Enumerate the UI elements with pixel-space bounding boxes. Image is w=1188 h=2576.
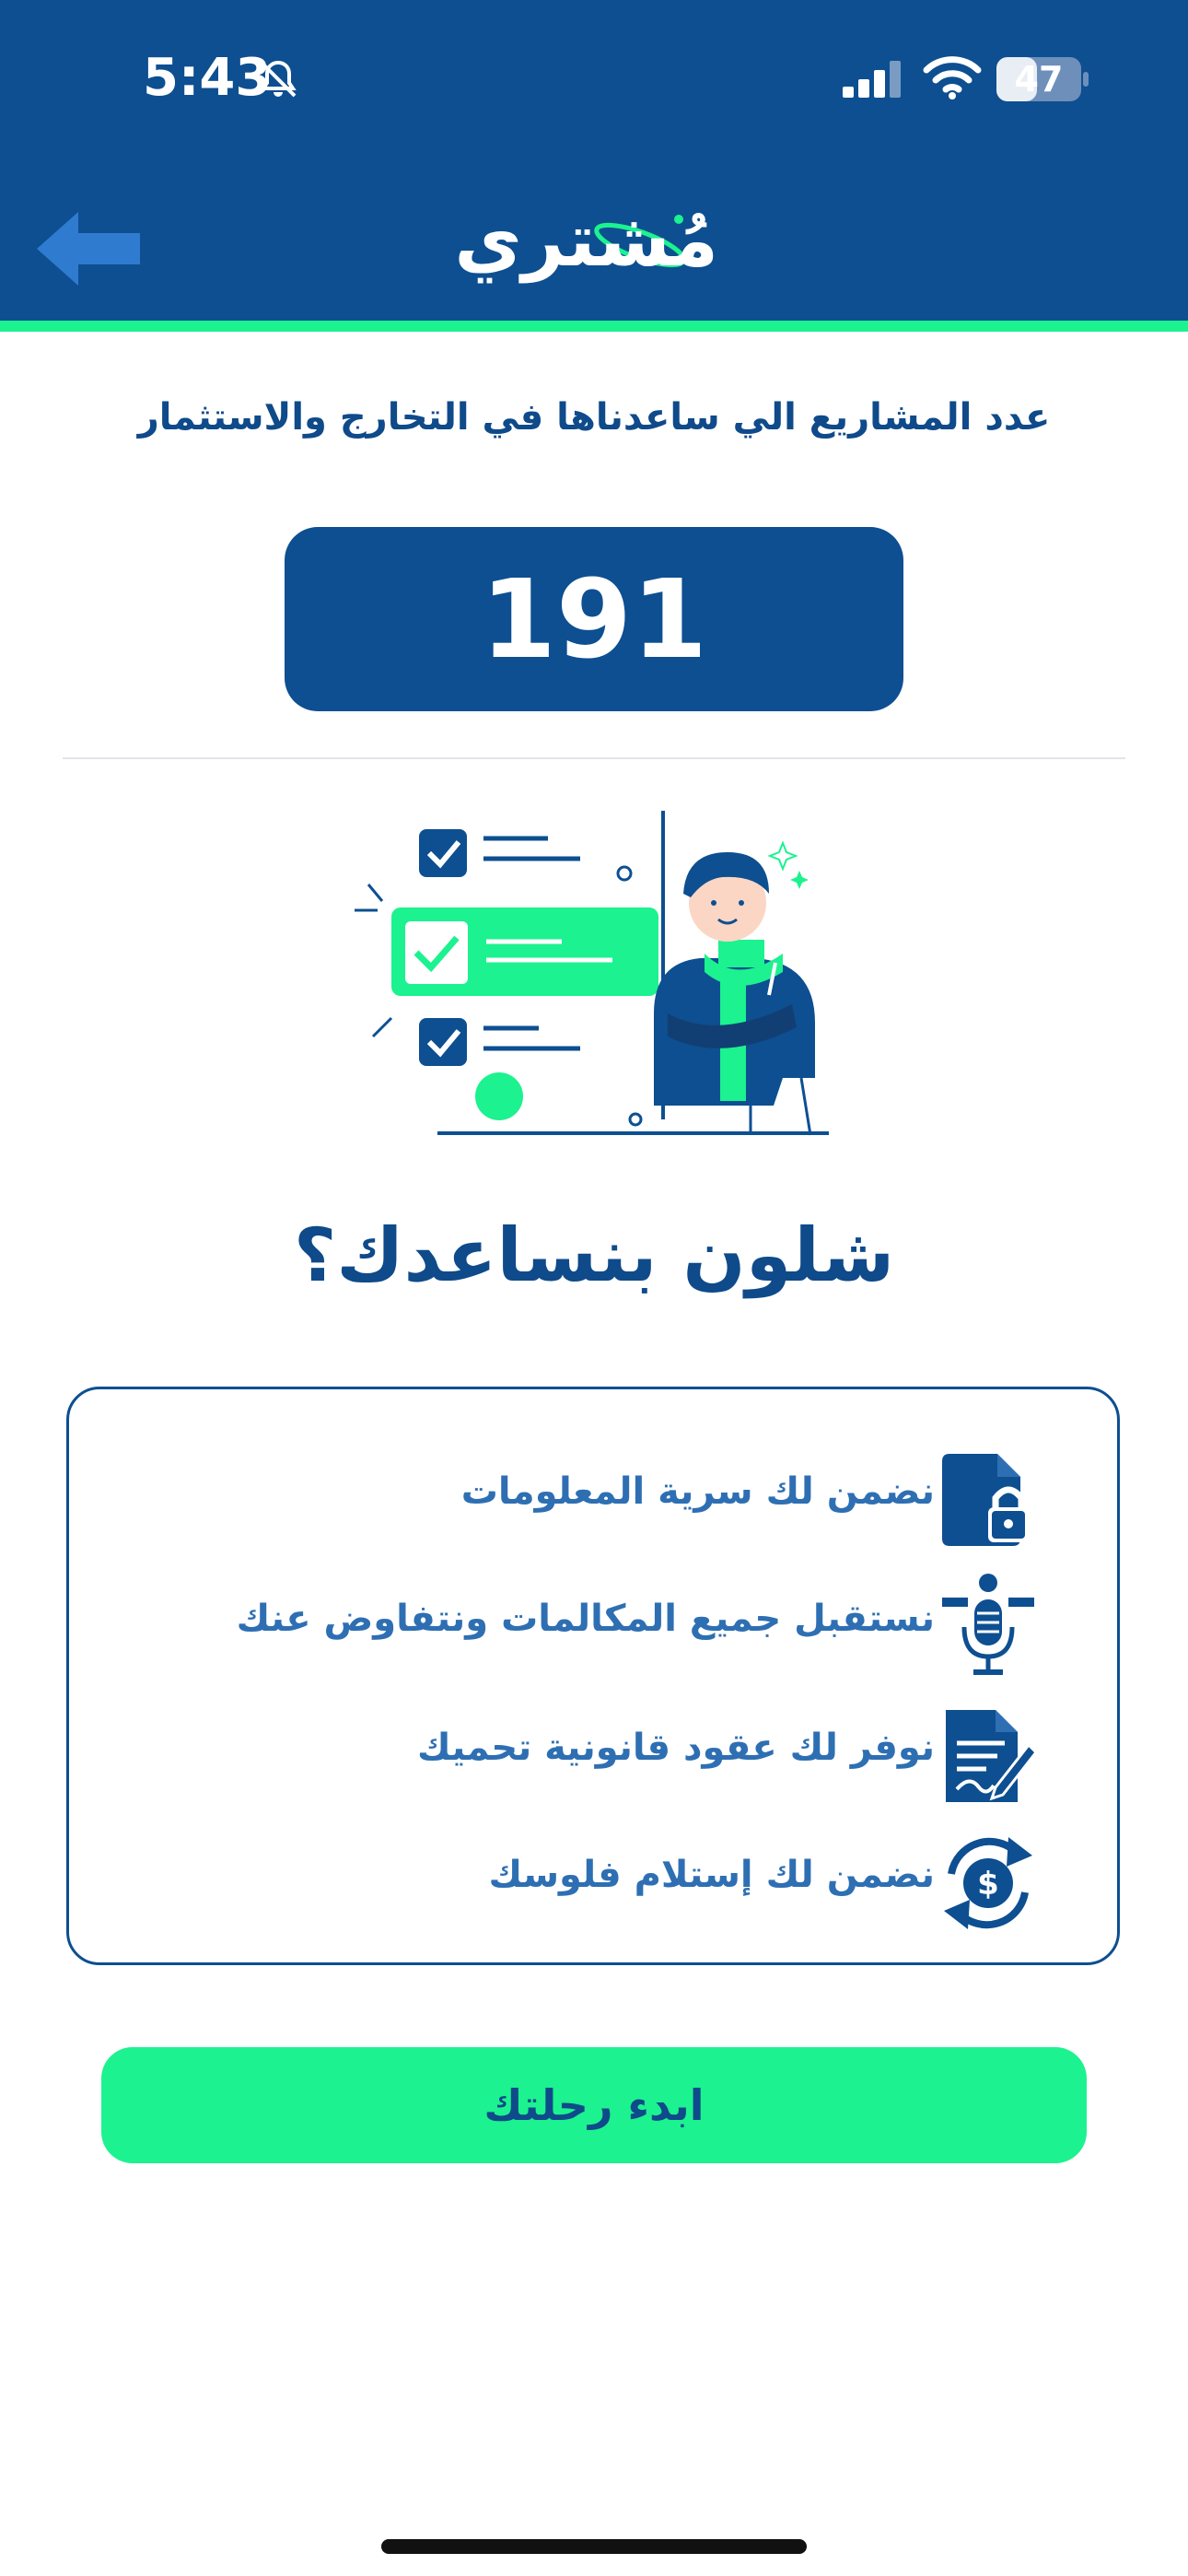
feature-item-calls (69, 1572, 1123, 1682)
start-journey-button[interactable] (101, 2047, 1087, 2163)
feature-item-confidentiality (69, 1445, 1123, 1555)
feature-label: نضمن لك إستلام فلوسك (488, 1854, 935, 1896)
wifi-icon (923, 55, 982, 100)
battery-level: 47 (1014, 59, 1064, 100)
feature-item-payment (69, 1828, 1123, 1938)
logo-text: مُشتري (454, 197, 718, 283)
back-button[interactable] (37, 207, 157, 290)
bell-slash-icon (256, 57, 300, 101)
help-question-title: شلون بنساعدك؟ (293, 1212, 895, 1298)
header-accent-stripe (0, 321, 1188, 332)
home-indicator[interactable] (381, 2539, 807, 2554)
feature-label: نوفر لك عقود قانونية تحميك (416, 1727, 935, 1769)
start-journey-label: ابدء رحلتك (483, 2080, 705, 2130)
feature-label: نضمن لك سرية المعلومات (460, 1470, 935, 1513)
app-header (0, 0, 1188, 321)
divider (63, 757, 1125, 759)
projects-count-box (285, 527, 903, 711)
checklist-illustration (350, 802, 847, 1142)
projects-count-value: 191 (480, 556, 708, 683)
signal-icon (843, 61, 903, 98)
status-time: 5:43 (143, 48, 272, 108)
contract-sign-icon (933, 1701, 1043, 1811)
document-lock-icon (933, 1445, 1043, 1555)
money-exchange-icon (933, 1828, 1043, 1938)
svg-text:$: $ (977, 1866, 999, 1903)
arrow-left-icon (37, 212, 140, 286)
feature-item-contracts (69, 1701, 1123, 1811)
microphone-icon (933, 1572, 1043, 1682)
features-card (66, 1387, 1120, 1965)
projects-count-title: عدد المشاريع الي ساعدناها في التخارج والاستثمار (137, 396, 1051, 439)
feature-label: نستقبل جميع المكالمات ونتفاوض عنك (236, 1598, 935, 1640)
